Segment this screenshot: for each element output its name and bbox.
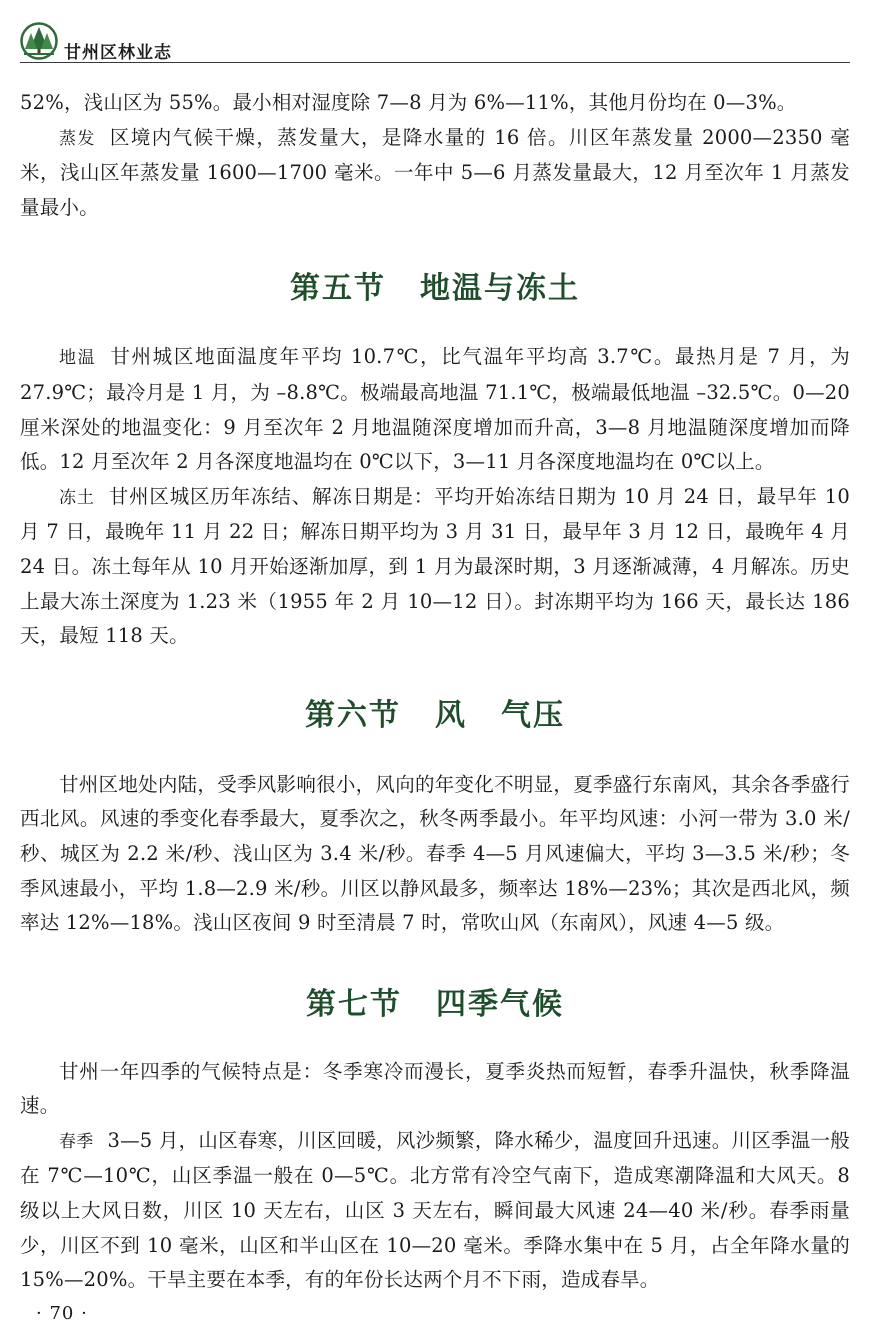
section-heading-7 — [20, 979, 850, 1023]
spring-text: 3—5 月，山区春寒，川区回暖，风沙频繁，降水稀少，温度回升迅速。川区季温一般在 7℃—10℃，山区季温一般在 0—5℃。北方常有冷空气南下，造成寒潮降温和大风天。8 级以上大风日数，川区 10 天左右，山区 3 天左右，瞬间最大风速 24—40 米/秒。春季雨量少，川区不到 10 毫米，山区和半山区在 10—20 毫米。季降水集中在 5 月，占全年降水量的 15%—20%。干旱主要在本季，有的年份长达两个月不下雨，造成春旱。 — [20, 1128, 850, 1292]
forest-trees-logo-icon — [20, 22, 58, 60]
section-6-number: 第六节 — [305, 697, 401, 733]
evaporation-text: 区境内气候干燥，蒸发量大，是降水量的 16 倍。川区年蒸发量 2000—2350 毫米，浅山区年蒸发量 1600—1700 毫米。一年中 5—6 月蒸发量最大，12 月至次年 1 月蒸发量最小。 — [20, 125, 850, 219]
section-6-title-a: 风 — [435, 697, 467, 733]
running-header — [20, 22, 850, 63]
section-5-title: 地温与冻土 — [420, 271, 580, 307]
frozen-soil-text: 甘州区城区历年冻结、解冻日期是：平均开始冻结日期为 10 月 24 日，最早年 10 月 7 日，最晚年 11 月 22 日；解冻日期平均为 3 月 31 日，最早年 3 月 12 日，最晚年 4 月 24 日。冻土每年从 10 月开始逐渐加厚，到 1 月为最深时期，3 月逐渐减薄，4 月解冻。历史上最大冻土深度为 1.23 米（1955 年 2 月 10—12 日）。封冻期平均为 166 天，最长达 186 天，最短 118 天。 — [20, 484, 850, 648]
humidity-paragraph-tail: 52%，浅山区为 55%。最小相对湿度除 7—8 月为 6%—11%，其他月份均在 0—3%。 — [20, 91, 797, 114]
page-body — [20, 86, 850, 1298]
wind-paragraph: 甘州区地处内陆，受季风影响很小，风向的年变化不明显，夏季盛行东南风，其余各季盛行西北风。风速的季变化春季最大，夏季次之，秋冬两季最小。年平均风速：小河一带为 3.0 米/秒、城区为 2.2 米/秒、浅山区为 3.4 米/秒。春季 4—5 月风速偏大，平均 3—3.5 米/秒；冬季风速最小，平均 1.8—2.9 米/秒。川区以静风最多，频率达 18%—23%；其次是西北风，频率达 12%—18%。浅山区夜间 9 时至清晨 7 时，常吹山风（东南风），风速 4—5 级。 — [20, 772, 850, 935]
section-7-number: 第七节 — [306, 986, 402, 1022]
section-heading-6 — [20, 690, 850, 734]
section-heading-5 — [20, 263, 850, 307]
page-number: · 70 · — [36, 1303, 88, 1324]
ground-temperature-paragraph — [20, 340, 850, 479]
evaporation-paragraph — [20, 121, 850, 226]
book-title: 甘州区林业志 — [64, 43, 172, 63]
spring-label: 春季 — [59, 1131, 94, 1152]
ground-temperature-label: 地温 — [59, 348, 97, 369]
section-7-title: 四季气候 — [436, 986, 564, 1022]
frozen-soil-paragraph — [20, 480, 850, 654]
frozen-soil-label: 冻土 — [59, 487, 95, 508]
section-6-title-b: 气压 — [501, 697, 565, 733]
seasons-intro-paragraph: 甘州一年四季的气候特点是：冬季寒冷而漫长，夏季炎热而短暂，春季升温快，秋季降温速。 — [20, 1059, 850, 1118]
section-5-number: 第五节 — [290, 271, 386, 307]
ground-temperature-text: 甘州城区地面温度年平均 10.7℃，比气温年平均高 3.7℃。最热月是 7 月，为 27.9℃；最冷月是 1 月，为 –8.8℃。极端最高地温 71.1℃，极端最低地温 –32.5℃。0—20 厘米深处的地温变化：9 月至次年 2 月地温随深度增加而升高，3—8 月地温随深度增加而降低。12 月至次年 2 月各深度地温均在 0℃以下，3—11 月各深度地温均在 0℃以上。 — [20, 345, 850, 474]
spring-paragraph — [20, 1124, 850, 1298]
evaporation-label: 蒸发 — [59, 128, 96, 149]
